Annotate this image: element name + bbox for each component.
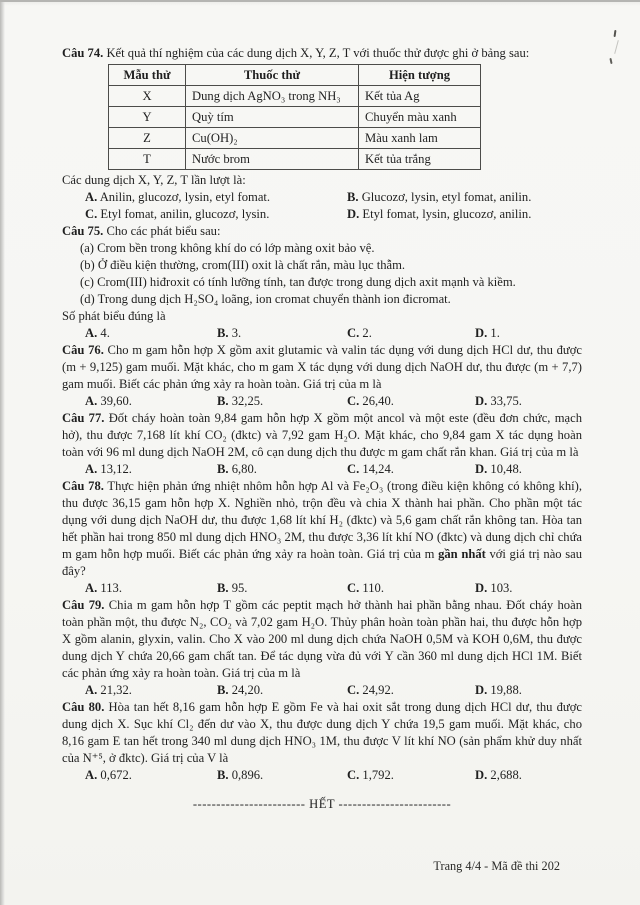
question-76-stem — [62, 342, 582, 393]
question-number: Câu 74. — [62, 46, 104, 60]
options-row — [62, 325, 582, 342]
question-intro-text: Kết quả thí nghiệm của các dung dịch X, Y, Z, T với thuốc thử được ghi ở bảng sau: — [103, 46, 530, 60]
option-text: Etyl fomat, anilin, glucozơ, lysin. — [97, 207, 270, 221]
option-text: 2. — [359, 326, 372, 340]
option-c — [347, 767, 475, 784]
question-75-intro — [62, 223, 582, 240]
table-cell: Z — [109, 128, 186, 149]
option-text: 21,32. — [97, 683, 132, 697]
scan-scratch-artifact — [614, 40, 619, 54]
option-a — [85, 767, 217, 784]
option-text: 110. — [359, 581, 384, 595]
option-letter: C. — [347, 462, 360, 476]
option-text: 13,12. — [97, 462, 132, 476]
table-cell: Chuyển màu xanh — [359, 107, 481, 128]
option-text: 1. — [487, 326, 500, 340]
option-text: 4. — [97, 326, 110, 340]
option-letter: D. — [347, 207, 360, 221]
option-letter: A. — [85, 581, 98, 595]
option-letter: D. — [475, 683, 488, 697]
question-74-intro — [62, 45, 582, 62]
option-b — [217, 325, 347, 342]
option-text: 10,48. — [487, 462, 522, 476]
option-d — [475, 580, 582, 597]
options-row — [62, 767, 582, 784]
table-cell: Y — [109, 107, 186, 128]
options-row — [62, 393, 582, 410]
option-letter: C. — [347, 768, 360, 782]
table-cell: Dung dịch AgNO₃ trong NH₃ — [186, 86, 359, 107]
option-text: Anilin, glucozơ, lysin, etyl fomat. — [97, 190, 271, 204]
option-a — [85, 461, 217, 478]
statement-a: (a) Crom bền trong không khí do có lớp màng oxit bảo vệ. — [80, 241, 375, 255]
option-letter: A. — [85, 683, 98, 697]
option-c — [347, 682, 475, 699]
option-letter: A. — [85, 768, 98, 782]
table-cell: Kết tủa Ag — [359, 86, 481, 107]
option-text: Glucozơ, lysin, etyl fomat, anilin. — [358, 190, 532, 204]
statement-b: (b) Ở điều kiện thường, crom(III) oxit là chất rắn, màu lục thẫm. — [80, 258, 406, 272]
option-letter: B. — [217, 462, 229, 476]
option-text: 33,75. — [487, 394, 522, 408]
table-cell: Cu(OH)₂ — [186, 128, 359, 149]
options-row — [62, 580, 582, 597]
option-letter: C. — [85, 207, 98, 221]
options-row — [62, 461, 582, 478]
question-number: Câu 78. — [62, 479, 104, 493]
option-b — [217, 767, 347, 784]
option-letter: D. — [475, 394, 488, 408]
option-a — [85, 325, 217, 342]
option-letter: A. — [85, 190, 98, 204]
options-row — [62, 206, 582, 223]
option-letter: C. — [347, 394, 360, 408]
option-c — [347, 461, 475, 478]
question-75 — [62, 223, 582, 342]
option-b — [217, 461, 347, 478]
option-letter: B. — [217, 683, 229, 697]
table-cell: T — [109, 149, 186, 170]
question-stem-text: Hòa tan hết 8,16 gam hỗn hợp E gồm Fe và hai oxit sắt trong dung dịch HCl dư, thu được dung dịch X. Sục khí Cl₂ đến dư vào X, thu được dung dịch Y chứa 19,5 gam muối. Mặt khác, cho 8,16 gam E tan hết trong 340 ml dung dịch HNO₃ 1M, thu được V lít khí NO (sản phẩm khử duy nhất của N⁺⁵, ở đktc). Giá trị của V là — [62, 700, 582, 765]
table-cell: Nước brom — [186, 149, 359, 170]
option-a — [85, 393, 217, 410]
option-b — [217, 393, 347, 410]
option-a — [85, 580, 217, 597]
scan-edge-shadow — [0, 0, 5, 905]
option-text: 19,88. — [487, 683, 522, 697]
option-b — [347, 189, 582, 206]
option-letter: D. — [475, 462, 488, 476]
option-letter: B. — [217, 581, 229, 595]
option-text: 95. — [228, 581, 248, 595]
question-stem-text: Chia m gam hỗn hợp T gồm các peptit mạch hở thành hai phần bằng nhau. Đốt cháy hoàn toàn phần một, thu được N₂, CO₂ và 7,02 gam H₂O. Thủy phân hoàn toàn phần hai, thu được hỗn hợp X gồm alanin, glyxin, valin. Cho X vào 200 ml dung dịch chứa NaOH 0,5M và KOH 0,6M, thu được dung dịch Y chứa 20,66 gam chất tan. Để tác dụng vừa đủ với Y cần 360 ml dung dịch HCl 1M. Biết các phản ứng xảy ra hoàn toàn. Giá trị của m là — [62, 598, 582, 680]
option-letter: A. — [85, 462, 98, 476]
option-c — [347, 393, 475, 410]
table-cell: X — [109, 86, 186, 107]
question-78 — [62, 478, 582, 597]
option-d — [475, 767, 582, 784]
option-c — [347, 580, 475, 597]
option-text: 6,80. — [228, 462, 257, 476]
statement-d: (d) Trong dung dịch H₂SO₄ loãng, ion cromat chuyển thành ion đicromat. — [80, 292, 451, 306]
question-76 — [62, 342, 582, 410]
question-stem-text: Đốt cháy hoàn toàn 9,84 gam hỗn hợp X gồm một ancol và một este (đều đơn chức, mạch hở), thu được 7,168 lít khí CO₂ (đktc) và 7,92 gam H₂O. Mặt khác, cho 9,84 gam X tác dụng hoàn toàn với 96 ml dung dịch NaOH 2M, cô cạn dung dịch thu được m gam chất rắn khan. Giá trị của m là — [62, 411, 582, 459]
table-row — [109, 107, 481, 128]
option-a — [85, 189, 347, 206]
option-text: 2,688. — [487, 768, 522, 782]
question-number: Câu 75. — [62, 224, 104, 238]
option-letter: D. — [475, 768, 488, 782]
question-stem-text: Cho m gam hỗn hợp X gồm axit glutamic và valin tác dụng với dung dịch HCl dư, thu được (m + 9,125) gam muối. Mặt khác, cho m gam X tác dụng với dung dịch NaOH dư, thu được (m + 7,7) gam muối. Biết các phản ứng xảy ra hoàn toàn. Giá trị của m là — [62, 343, 582, 391]
option-text: 103. — [487, 581, 513, 595]
option-text: 0,896. — [228, 768, 264, 782]
table-header-reagent: Thuốc thử — [186, 65, 359, 86]
option-d — [347, 206, 582, 223]
page-footer: Trang 4/4 - Mã đề thi 202 — [433, 859, 560, 873]
option-b — [217, 580, 347, 597]
question-stem-text: Thực hiện phản ứng nhiệt nhôm hỗn hợp Al và Fe₂O₃ (trong điều kiện không có không khí), thu được 36,15 gam hỗn hợp X. Nghiền nhỏ, trộn đều và chia X thành hai phần. Cho phần một tác dụng với dung dịch NaOH dư, thu được 1,68 lít khí H₂ (đktc) và 5,6 gam chất rắn không tan. Hòa tan hết phần hai trong 850 ml dung dịch HNO₃ 2M, thu được 3,36 lít khí NO (đktc) và dung dịch chỉ chứa m gam hỗn hợp muối. Biết các phản ứng xảy ra hoàn toàn. Giá trị của m — [62, 479, 582, 561]
table-cell: Quỳ tím — [186, 107, 359, 128]
question-79 — [62, 597, 582, 699]
question-stem-text: với giá trị nào sau đây? — [62, 547, 583, 578]
table-row — [109, 128, 481, 149]
option-letter: B. — [217, 326, 229, 340]
question-74-prompt: Các dung dịch X, Y, Z, T lần lượt là: — [62, 173, 246, 187]
table-header-sample: Mẫu thử — [109, 65, 186, 86]
table-row — [109, 86, 481, 107]
option-c — [347, 325, 475, 342]
option-letter: B. — [217, 394, 229, 408]
option-a — [85, 682, 217, 699]
option-text: 39,60. — [97, 394, 132, 408]
option-text: 0,672. — [97, 768, 132, 782]
exam-content — [62, 45, 582, 813]
option-text: 1,792. — [359, 768, 394, 782]
statement-c: (c) Crom(III) hiđroxit có tính lưỡng tính, tan được trong dung dịch axit mạnh và kiềm. — [80, 275, 516, 289]
option-text: 24,20. — [228, 683, 264, 697]
option-letter: C. — [347, 581, 360, 595]
scan-top-line — [0, 0, 640, 2]
pen-mark-artifact — [609, 58, 612, 64]
option-d — [475, 325, 582, 342]
question-intro-text: Cho các phát biểu sau: — [103, 224, 221, 238]
pen-mark-artifact — [614, 30, 617, 37]
option-letter: D. — [475, 326, 488, 340]
table-cell: Kết tủa trắng — [359, 149, 481, 170]
table-header-row — [109, 65, 481, 86]
option-d — [475, 682, 582, 699]
question-number: Câu 79. — [62, 598, 105, 612]
emphasis-gan-nhat: gần nhất — [438, 547, 486, 561]
option-d — [475, 393, 582, 410]
option-text: 24,92. — [359, 683, 394, 697]
question-number: Câu 77. — [62, 411, 105, 425]
option-letter: A. — [85, 394, 98, 408]
table-cell: Màu xanh lam — [359, 128, 481, 149]
question-75-prompt: Số phát biểu đúng là — [62, 309, 166, 323]
question-78-stem — [62, 478, 582, 580]
question-77-stem — [62, 410, 582, 461]
option-letter: A. — [85, 326, 98, 340]
options-row — [62, 189, 582, 206]
option-text: Etyl fomat, lysin, glucozơ, anilin. — [359, 207, 532, 221]
question-79-stem — [62, 597, 582, 682]
option-c — [85, 206, 347, 223]
option-letter: C. — [347, 683, 360, 697]
option-text: 26,40. — [359, 394, 394, 408]
question-80-stem — [62, 699, 582, 767]
option-text: 113. — [97, 581, 122, 595]
option-letter: B. — [217, 768, 229, 782]
option-b — [217, 682, 347, 699]
table-row — [109, 149, 481, 170]
option-letter: C. — [347, 326, 360, 340]
option-letter: B. — [347, 190, 359, 204]
option-text: 14,24. — [359, 462, 394, 476]
question-74 — [62, 45, 582, 223]
options-row — [62, 682, 582, 699]
question-number: Câu 80. — [62, 700, 105, 714]
option-text: 3. — [228, 326, 242, 340]
reagent-results-table — [108, 64, 481, 170]
option-d — [475, 461, 582, 478]
option-letter: D. — [475, 581, 488, 595]
table-header-phenomenon: Hiện tượng — [359, 65, 481, 86]
end-of-exam-marker: ------------------------ HẾT ------------------------ — [192, 797, 452, 811]
question-number: Câu 76. — [62, 343, 104, 357]
question-77 — [62, 410, 582, 478]
option-text: 32,25. — [228, 394, 264, 408]
question-80 — [62, 699, 582, 784]
